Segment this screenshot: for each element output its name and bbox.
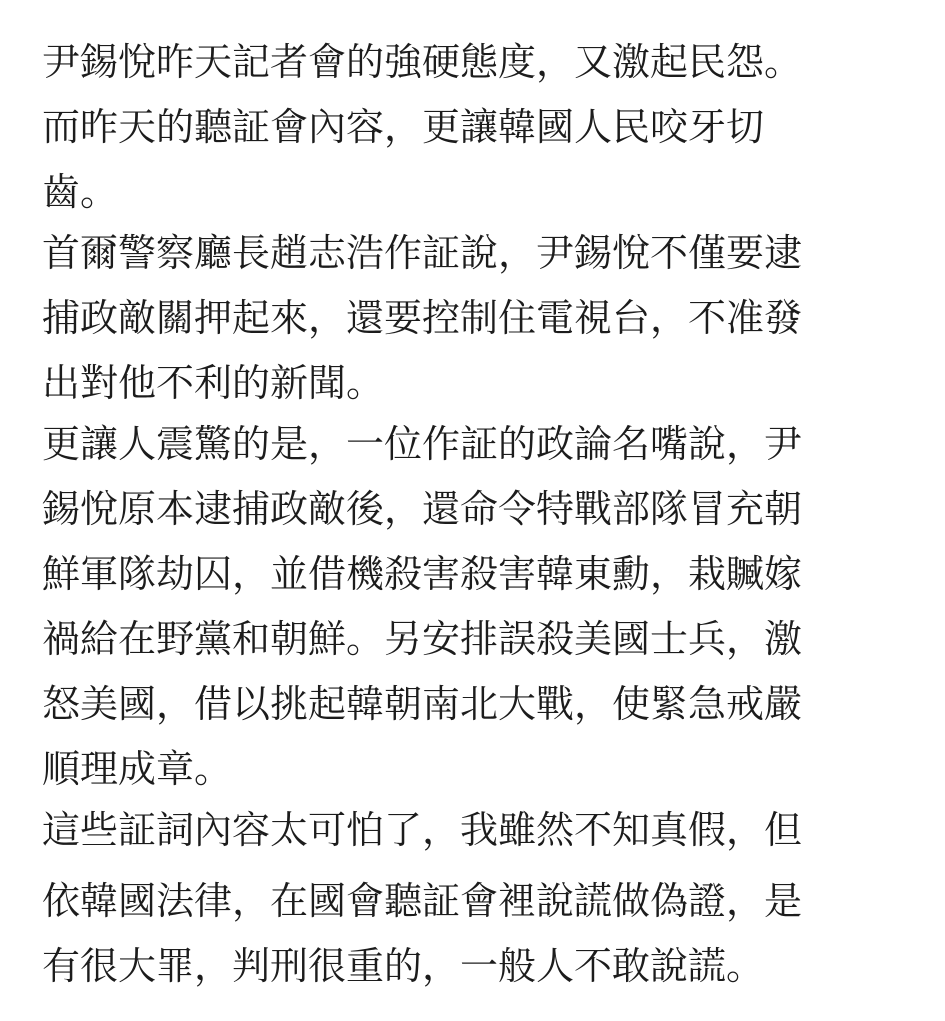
text-line: 齒。 xyxy=(42,170,119,214)
text-line: 尹錫悅昨天記者會的強硬態度，又激起民怨。 xyxy=(42,40,803,84)
text-line: 而昨天的聽証會內容，更讓韓國人民咬牙切 xyxy=(42,105,765,149)
text-line: 依韓國法律，在國會聽証會裡說謊做偽證，是 xyxy=(42,879,803,923)
text-line: 怒美國，借以挑起韓朝南北大戰，使緊急戒嚴 xyxy=(42,682,803,726)
text-line: 有很大罪，判刑很重的，一般人不敢說謊。 xyxy=(42,944,765,988)
text-line: 這些証詞內容太可怕了，我雖然不知真假，但 xyxy=(42,808,803,852)
text-line: 捕政敵關押起來，還要控制住電視台，不准發 xyxy=(42,296,803,340)
text-line: 禍給在野黨和朝鮮。另安排誤殺美國士兵，激 xyxy=(42,617,803,661)
text-line: 更讓人震驚的是，一位作証的政論名嘴說，尹 xyxy=(42,422,803,466)
text-line: 首爾警察廳長趙志浩作証說，尹錫悅不僅要逮 xyxy=(42,231,803,275)
text-line: 順理成章。 xyxy=(42,747,233,791)
text-line: 出對他不利的新聞。 xyxy=(42,361,385,405)
text-line: 錫悅原本逮捕政敵後，還命令特戰部隊冒充朝 xyxy=(42,487,803,531)
text-line: 鮮軍隊劫囚，並借機殺害殺害韓東勳，栽贓嫁 xyxy=(42,552,803,596)
